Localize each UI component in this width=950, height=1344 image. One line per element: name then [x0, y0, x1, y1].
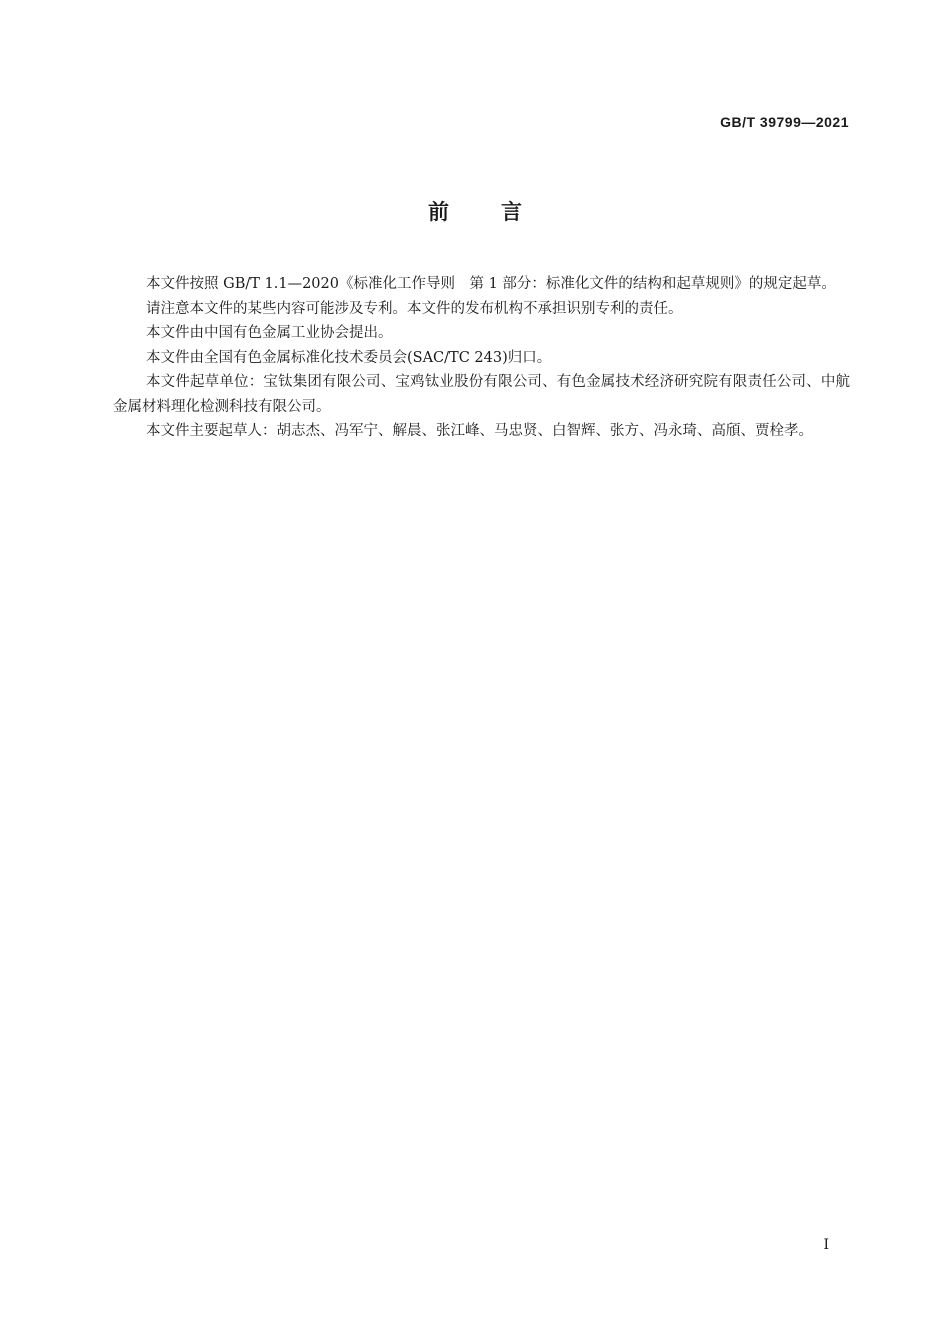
page-title	[0, 196, 950, 226]
paragraph-drafters: 本文件主要起草人：胡志杰、冯军宁、解晨、张江峰、马忠贤、白智辉、张方、冯永琦、高頎、贾栓孝。	[146, 423, 813, 439]
paragraph-patent-notice: 请注意本文件的某些内容可能涉及专利。本文件的发布机构不承担识别专利的责任。	[146, 300, 683, 317]
paragraph-drafting-units: 本文件起草单位：宝钛集团有限公司、宝鸡钛业股份有限公司、有色金属技术经济研究院有限责任公司、中航金属材料理化检测科技有限公司。	[113, 374, 850, 415]
document-code: GB/T 39799—2021	[720, 114, 849, 130]
title-char-1: 前	[428, 200, 449, 224]
paragraph-technical-committee: 本文件由全国有色金属标准化技术委员会(SAC/TC 243)归口。	[146, 349, 552, 366]
paragraph-proposer: 本文件由中国有色金属工业协会提出。	[146, 325, 393, 341]
page-number: I	[823, 1237, 829, 1253]
foreword-body	[113, 272, 850, 444]
title-char-2: 言	[501, 200, 522, 224]
paragraph-drafting-rules: 本文件按照 GB/T 1.1—2020《标准化工作导则 第 1 部分：标准化文件的结构和起草规则》的规定起草。	[146, 276, 836, 292]
